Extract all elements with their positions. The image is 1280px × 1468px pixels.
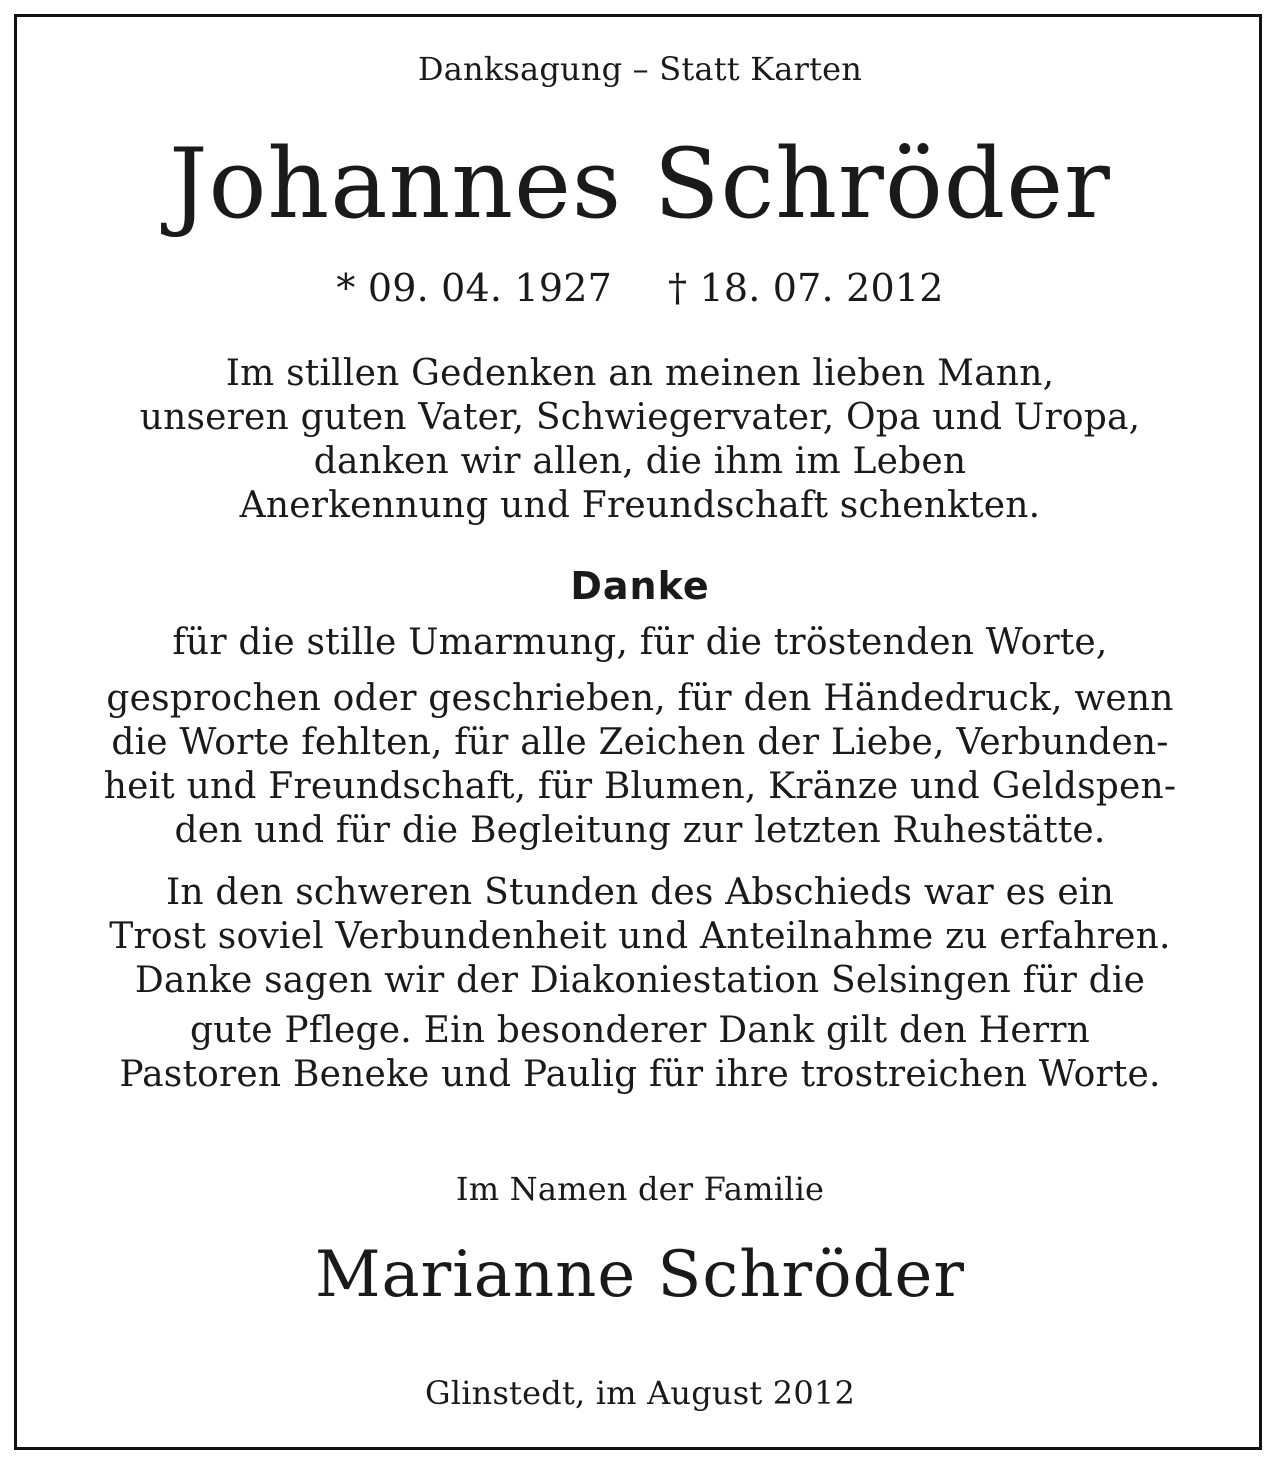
life-dates — [0, 266, 1280, 310]
thanks-line: Pastoren Beneke und Paulig für ihre trostreichen Worte. — [119, 1054, 1161, 1095]
thanks-line: In den schweren Stunden des Abschieds war es ein — [165, 872, 1115, 913]
on-behalf-text: Im Namen der Familie — [455, 1170, 825, 1208]
thanks-heading: Danke — [570, 564, 710, 608]
deceased-name: Johannes Schröder — [169, 128, 1111, 240]
thanks-line: die Worte fehlten, für alle Zeichen der Liebe, Verbunden- — [111, 722, 1169, 763]
thanks-line: gesprochen oder geschrieben, für den Händedruck, wenn — [106, 678, 1174, 719]
intro-line: unseren guten Vater, Schwiegervater, Opa und Uropa, — [139, 397, 1141, 438]
intro-line: Anerkennung und Freundschaft schenkten. — [239, 485, 1041, 526]
thanks-line: den und für die Begleitung zur letzten Ruhestätte. — [174, 810, 1106, 851]
thanks-line: gute Pflege. Ein besonderer Dank gilt den Herrn — [189, 1010, 1091, 1051]
thanks-line: für die stille Umarmung, für die tröstenden Worte, — [172, 622, 1108, 663]
thanks-line: Danke sagen wir der Diakoniestation Selsingen für die — [134, 960, 1146, 1001]
intro-line: Im stillen Gedenken an meinen lieben Mann, — [225, 353, 1055, 394]
thanks-line: heit und Freundschaft, für Blumen, Kränze und Geldspen- — [103, 766, 1177, 807]
death-date: † 18. 07. 2012 — [668, 266, 944, 310]
notice-subtitle: Danksagung – Statt Karten — [417, 50, 863, 88]
intro-line: danken wir allen, die ihm im Leben — [313, 441, 967, 482]
signatory-name: Marianne Schröder — [314, 1238, 966, 1312]
thanks-line: Trost soviel Verbundenheit und Anteilnahme zu erfahren. — [109, 916, 1171, 957]
place-date: Glinstedt, im August 2012 — [425, 1374, 855, 1412]
birth-date: * 09. 04. 1927 — [336, 266, 612, 310]
